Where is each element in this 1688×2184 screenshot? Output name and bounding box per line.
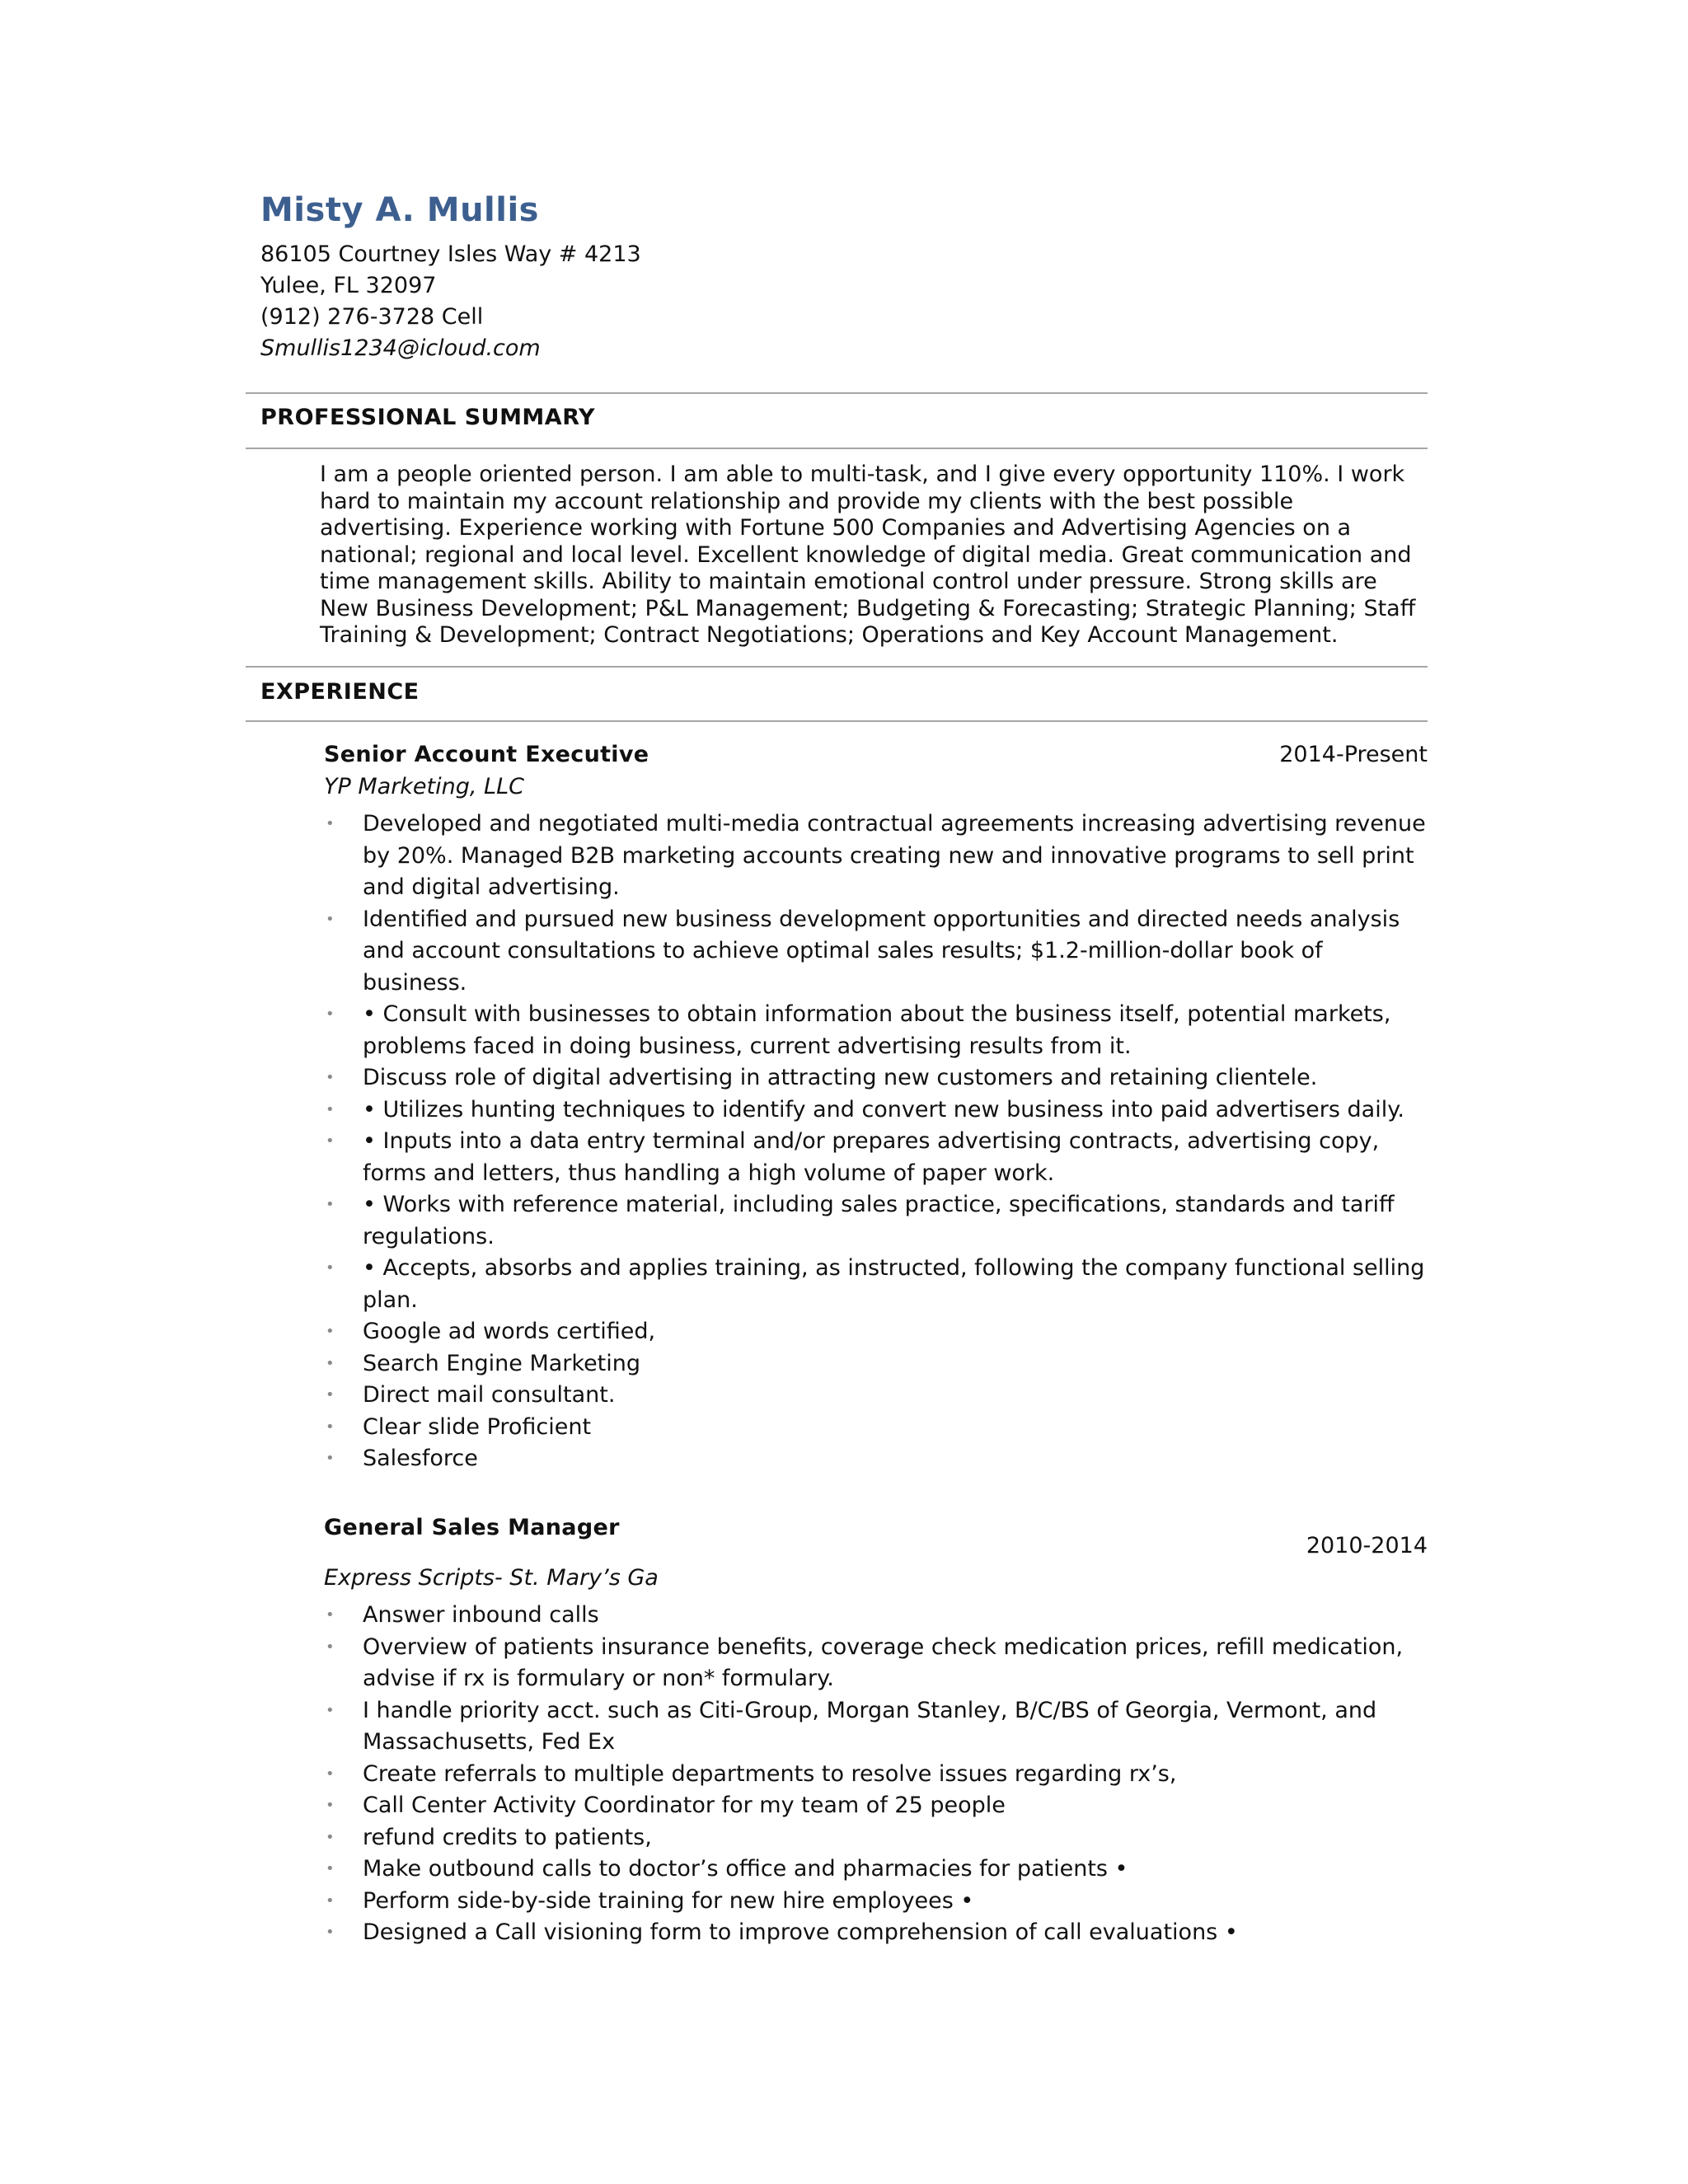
- address-line-1: 86105 Courtney Isles Way # 4213: [260, 241, 641, 267]
- bullet-item: [324, 1126, 1428, 1189]
- divider: [246, 666, 1428, 668]
- bullet-text: Search Engine Marketing: [363, 1350, 641, 1376]
- email-address: Smullis1234@icloud.com: [260, 335, 541, 361]
- bullet-icon: •: [326, 1386, 335, 1404]
- job-title: General Sales Manager: [324, 1515, 620, 1540]
- divider: [246, 720, 1428, 722]
- bullet-icon: •: [326, 1891, 335, 1910]
- bullet-icon: •: [326, 1132, 335, 1150]
- divider: [246, 392, 1428, 394]
- bullet-text: Designed a Call visioning form to improve comprehension of call evaluations •: [363, 1919, 1238, 1945]
- bullet-text: • Utilizes hunting techniques to identify and convert new business into paid advertisers daily.: [363, 1096, 1404, 1122]
- bullet-icon: •: [326, 1005, 335, 1023]
- bullet-text: Call Center Activity Coordinator for my team of 25 people: [363, 1793, 1006, 1818]
- bullet-icon: •: [326, 1638, 335, 1656]
- bullet-icon: •: [326, 1418, 335, 1436]
- divider: [246, 448, 1428, 449]
- address-line-2: Yulee, FL 32097: [260, 273, 437, 298]
- bullet-icon: •: [326, 1701, 335, 1719]
- bullet-icon: •: [326, 815, 335, 832]
- bullet-item: [324, 1380, 1428, 1412]
- bullet-item: [324, 1886, 1428, 1918]
- summary-text: I am a people oriented person. I am able to multi-task, and I give every opportunity 110%. I work hard to maintain my account relationship and provide my clients with the best possible advertising. Experience working with Fortune 500 Companies and Advertising Agencies on a national; regional and local level. Excellent knowledge of digital media. Great communication and time management skills. Ability to maintain emotional control under pressure. Strong skills are New Business Development; P&L Management; Budgeting & Forecasting; Strategic Planning; Staff Training & Development; Contract Negotiations; Operations and Key Account Management.: [320, 462, 1416, 648]
- bullet-icon: •: [326, 1259, 335, 1277]
- company-name: YP Marketing, LLC: [324, 774, 524, 799]
- bullet-item: [324, 1412, 1428, 1444]
- bullet-item: [324, 1600, 1428, 1632]
- bullet-text: I handle priority acct. such as Citi-Group, Morgan Stanley, B/C/BS of Georgia, Vermont, and Massachusetts, Fed Ex: [363, 1697, 1377, 1755]
- bullet-text: refund credits to patients,: [363, 1824, 652, 1850]
- bullet-item: [324, 999, 1428, 1062]
- bullet-icon: •: [326, 1924, 335, 1941]
- bullet-icon: •: [326, 1860, 335, 1877]
- bullet-text: • Works with reference material, including sales practice, specifications, standards and tariff regulations.: [363, 1192, 1395, 1249]
- bullet-text: Overview of patients insurance benefits, coverage check medication prices, refill medication, advise if rx is formulary or non* formulary.: [363, 1633, 1404, 1691]
- bullet-icon: •: [326, 1069, 335, 1086]
- job-title: Senior Account Executive: [324, 742, 649, 767]
- job-bullet-list: [324, 808, 1428, 1475]
- bullet-text: • Consult with businesses to obtain information about the business itself, potential markets, problems faced in doing business, current advertising results from it.: [363, 1001, 1391, 1059]
- bullet-item: [324, 904, 1428, 1000]
- bullet-text: Google ad words certified,: [363, 1319, 656, 1344]
- bullet-text: Salesforce: [363, 1446, 478, 1471]
- bullet-icon: •: [326, 1606, 335, 1624]
- bullet-icon: •: [326, 1765, 335, 1783]
- job-dates: 2010-2014: [1306, 1533, 1428, 1558]
- bullet-item: [324, 1253, 1428, 1316]
- bullet-item: [324, 1348, 1428, 1380]
- bullet-item: [324, 1062, 1428, 1094]
- bullet-item: [324, 1854, 1428, 1886]
- contact-block: [260, 239, 641, 364]
- bullet-text: Identified and pursued new business development opportunities and directed needs analysis and account consultations to achieve optimal sales results; $1.2-million-dollar book of business.: [363, 906, 1400, 996]
- summary-heading: PROFESSIONAL SUMMARY: [260, 405, 596, 430]
- company-name: Express Scripts- St. Mary’s Ga: [324, 1565, 659, 1591]
- bullet-text: Developed and negotiated multi-media contractual agreements increasing advertising revenue by 20%. Managed B2B marketing accounts creating new and innovative programs to sell print and digital advertising.: [363, 811, 1426, 900]
- phone-number: (912) 276-3728 Cell: [260, 304, 484, 330]
- bullet-icon: •: [326, 1797, 335, 1814]
- bullet-item: [324, 1094, 1428, 1127]
- bullet-item: [324, 1790, 1428, 1822]
- bullet-item: [324, 1189, 1428, 1253]
- bullet-text: Make outbound calls to doctor’s office and pharmacies for patients •: [363, 1856, 1128, 1882]
- bullet-text: Discuss role of digital advertising in attracting new customers and retaining clientele.: [363, 1065, 1318, 1090]
- job-bullet-list: [324, 1600, 1428, 1949]
- bullet-icon: •: [326, 910, 335, 928]
- bullet-icon: •: [326, 1354, 335, 1372]
- bullet-item: [324, 808, 1428, 904]
- job-dates: 2014-Present: [1279, 742, 1428, 767]
- bullet-icon: •: [326, 1450, 335, 1467]
- candidate-name: Misty A. Mullis: [260, 191, 539, 229]
- bullet-item: [324, 1822, 1428, 1854]
- bullet-item: [324, 1632, 1428, 1695]
- bullet-item: [324, 1695, 1428, 1759]
- bullet-text: Direct mail consultant.: [363, 1382, 616, 1408]
- bullet-item: [324, 1917, 1428, 1949]
- bullet-text: Answer inbound calls: [363, 1602, 599, 1628]
- bullet-icon: •: [326, 1100, 335, 1118]
- bullet-item: [324, 1316, 1428, 1348]
- experience-heading: EXPERIENCE: [260, 679, 420, 705]
- bullet-text: • Inputs into a data entry terminal and/or prepares advertising contracts, advertising copy, forms and letters, thus handling a high volume of paper work.: [363, 1128, 1380, 1186]
- bullet-icon: •: [326, 1323, 335, 1340]
- bullet-item: [324, 1443, 1428, 1475]
- bullet-item: [324, 1759, 1428, 1791]
- bullet-text: Clear slide Proficient: [363, 1413, 592, 1440]
- bullet-text: Create referrals to multiple departments to resolve issues regarding rx’s,: [363, 1760, 1177, 1787]
- bullet-text: • Accepts, absorbs and applies training, as instructed, following the company functional selling plan.: [363, 1255, 1425, 1313]
- bullet-icon: •: [326, 1196, 335, 1213]
- bullet-icon: •: [326, 1828, 335, 1846]
- bullet-text: Perform side-by-side training for new hire employees •: [363, 1887, 974, 1914]
